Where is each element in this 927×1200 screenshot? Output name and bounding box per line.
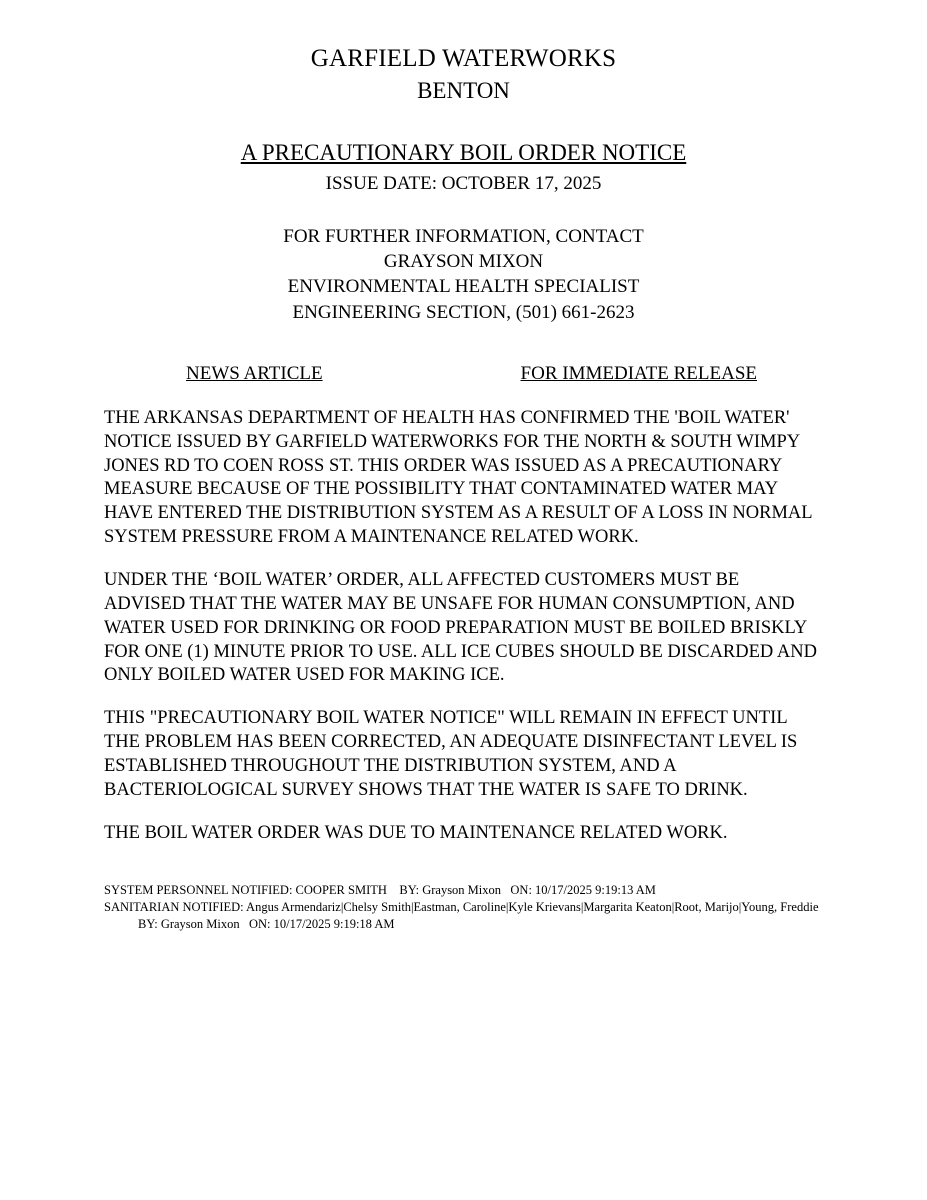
- contact-line-1: FOR FURTHER INFORMATION, CONTACT: [283, 225, 644, 247]
- notification-footer: [104, 882, 823, 933]
- body-paragraph-3: THIS "PRECAUTIONARY BOIL WATER NOTICE" WILL REMAIN IN EFFECT UNTIL THE PROBLEM HAS BEEN CORRECTED, AN ADEQUATE DISINFECTANT LEVEL IS ESTABLISHED THROUGHOUT THE DISTRIBUTION SYSTEM, AND A BACTERIOLOGICAL SURVEY SHOWS THAT THE WATER IS SAFE TO DRINK.: [104, 708, 798, 800]
- body-paragraph-1: THE ARKANSAS DEPARTMENT OF HEALTH HAS CONFIRMED THE 'BOIL WATER' NOTICE ISSUED BY GARFIELD WATERWORKS FOR THE NORTH & SOUTH WIMPY JONES RD TO COEN ROSS ST. THIS ORDER WAS ISSUED AS A PRECAUTIONARY MEASURE BECAUSE OF THE POSSIBILITY THAT CONTAMINATED WATER MAY HAVE ENTERED THE DISTRIBUTION SYSTEM AS A RESULT OF A LOSS IN NORMAL SYSTEM PRESSURE FROM A MAINTENANCE RELATED WORK.: [104, 407, 812, 548]
- immediate-release-label: FOR IMMEDIATE RELEASE: [520, 362, 757, 384]
- system-personnel-notified: SYSTEM PERSONNEL NOTIFIED: COOPER SMITH BY: Grayson Mixon ON: 10/17/2025 9:19:13 AM: [104, 882, 656, 897]
- contact-name: GRAYSON MIXON: [383, 251, 544, 272]
- news-article-label: NEWS ARTICLE: [186, 362, 323, 384]
- contact-title: ENVIRONMENTAL HEALTH SPECIALIST: [287, 276, 640, 298]
- issue-date: ISSUE DATE: OCTOBER 17, 2025: [325, 172, 602, 194]
- body-paragraph-4: THE BOIL WATER ORDER WAS DUE TO MAINTENANCE RELATED WORK.: [104, 822, 728, 843]
- organization-city: BENTON: [417, 77, 510, 103]
- organization-name: GARFIELD WATERWORKS: [310, 45, 617, 72]
- notice-body: [104, 407, 823, 846]
- notice-title: A PRECAUTIONARY BOIL ORDER NOTICE: [240, 140, 687, 166]
- sanitarian-notified: SANITARIAN NOTIFIED: Angus Armendariz|Chelsy Smith|Eastman, Caroline|Kyle Krievans|Margarita Keaton|Root, Marijo|Young, Freddie: [104, 899, 819, 914]
- release-row: [104, 363, 823, 385]
- contact-section-phone: ENGINEERING SECTION, (501) 661-2623: [292, 301, 635, 323]
- body-paragraph-2: UNDER THE ‘BOIL WATER’ ORDER, ALL AFFECTED CUSTOMERS MUST BE ADVISED THAT THE WATER MAY BE UNSAFE FOR HUMAN CONSUMPTION, AND WATER USED FOR DRINKING OR FOOD PREPARATION MUST BE BOILED BRISKLY FOR ONE (1) MINUTE PRIOR TO USE. ALL ICE CUBES SHOULD BE DISCARDED AND ONLY BOILED WATER USED FOR MAKING ICE.: [104, 569, 817, 686]
- contact-block: [104, 224, 823, 325]
- sanitarian-signoff: BY: Grayson Mixon ON: 10/17/2025 9:19:18 AM: [138, 916, 395, 931]
